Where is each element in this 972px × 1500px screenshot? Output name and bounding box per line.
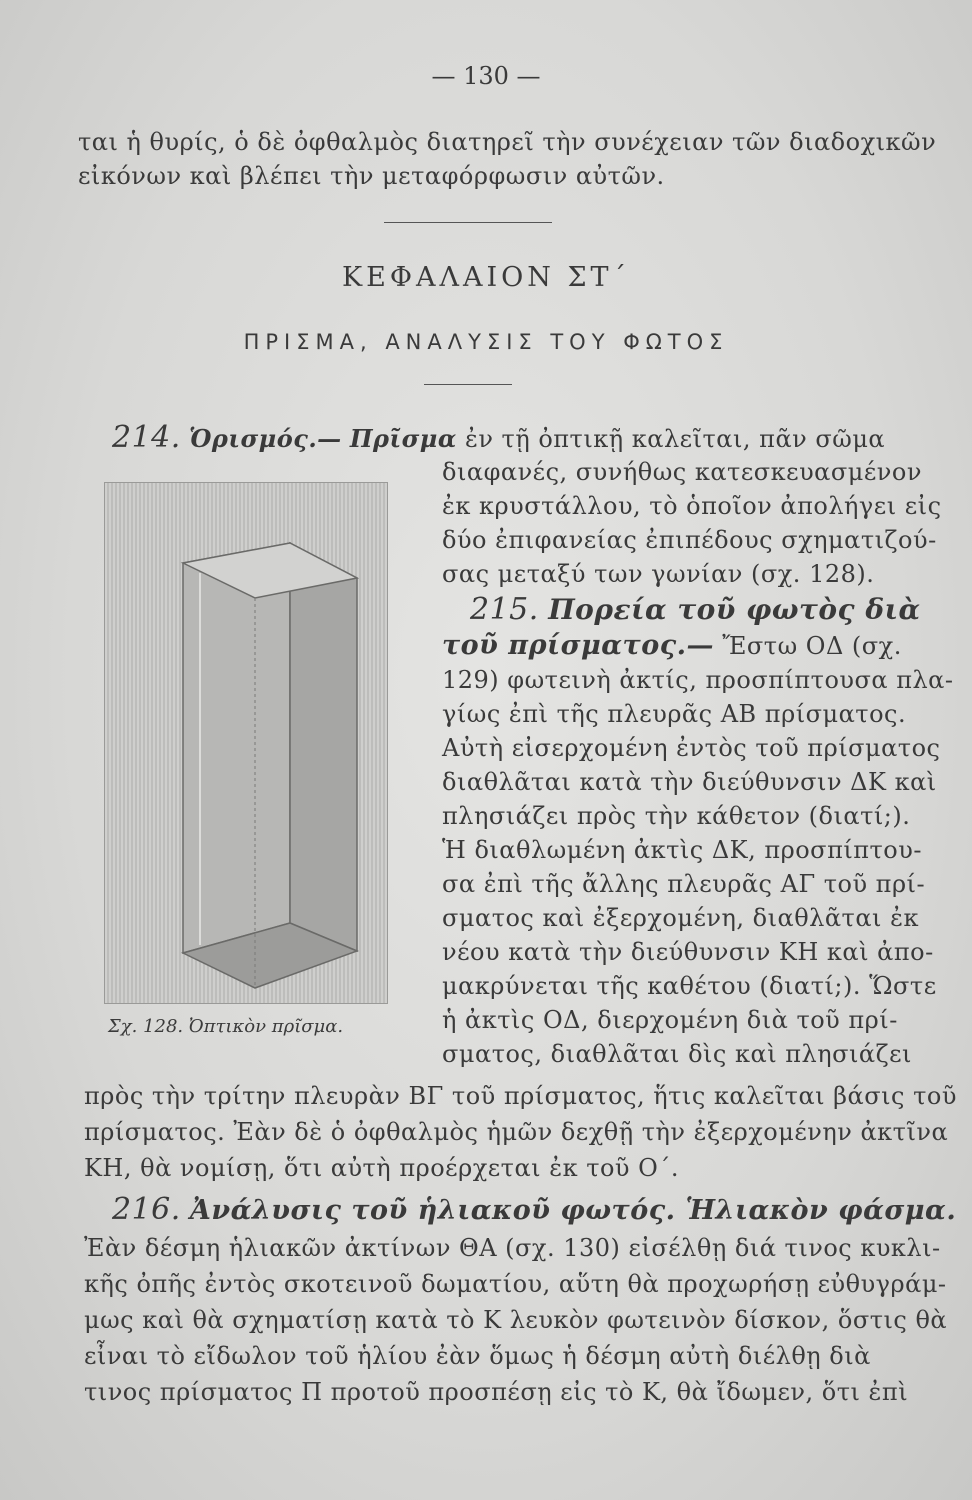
paragraph-line: δύο ἐπιφανείας ἐπιπέδους σχηματιζού- [442, 526, 937, 554]
section-heading: Πορεία τοῦ φωτὸς διὰ [548, 593, 921, 626]
paragraph-line: Ἐὰν δέσμη ἡλιακῶν ἀκτίνων ΘΑ (σχ. 130) εἰσέλθῃ διά τινος κυκλι- [84, 1234, 941, 1262]
paragraph-line: ΚΗ, θὰ νομίσῃ, ὅτι αὐτὴ προέρχεται ἐκ τοῦ Ο΄. [84, 1154, 679, 1182]
paragraph-line: Ἡ διαθλωμένη ἀκτὶς ΔΚ, προσπίπτου- [442, 836, 922, 864]
paragraph-line: πρίσματος. Ἐὰν δὲ ὁ ὀφθαλμὸς ἡμῶν δεχθῇ τὴν ἐξερχομένην ἀκτῖνα [84, 1118, 949, 1146]
section-number: 214. [112, 420, 181, 455]
paragraph-line: πλησιάζει πρὸς τὴν κάθετον (διατί;). [442, 802, 911, 830]
defined-term: Πρῖσμα [349, 424, 457, 453]
paragraph-line: σα ἐπὶ τῆς ἄλλης πλευρᾶς ΑΓ τοῦ πρί- [442, 870, 926, 898]
section-heading: Ὁρισμός.— [188, 424, 342, 453]
section-number: 216. [112, 1192, 181, 1227]
paragraph-line: ἡ ἀκτὶς ΟΔ, διερχομένη διὰ τοῦ πρί- [442, 1006, 898, 1034]
intro-line: ται ἡ θυρίς, ὁ δὲ ὀφθαλμὸς διατηρεῖ τὴν συνέχειαν τῶν διαδοχικῶν [78, 128, 937, 156]
section-heading-cont: τοῦ πρίσματος.— [442, 630, 715, 661]
title-divider [424, 384, 512, 385]
paragraph-line: γίως ἐπὶ τῆς πλευρᾶς ΑΒ πρίσματος. [442, 700, 907, 728]
paragraph-line: εἶναι τὸ εἴδωλον τοῦ ἡλίου ἐὰν ὅμως ἡ δέσμη αὐτὴ διέλθῃ διὰ [84, 1342, 871, 1370]
paragraph-line: κῆς ὀπῆς ἐντὸς σκοτεινοῦ δωματίου, αὕτη θὰ προχωρήσῃ εὐθυγράμ- [84, 1270, 947, 1298]
paragraph-line: 129) φωτεινὴ ἀκτίς, προσπίπτουσα πλα- [442, 666, 954, 694]
section-215-heading-line [470, 592, 921, 627]
section-215-second-line [442, 630, 902, 661]
section-divider [384, 222, 552, 223]
paragraph-line: διαθλᾶται κατὰ τὴν διεύθυνσιν ΔΚ καὶ [442, 768, 937, 796]
paragraph-line: ἐκ κρυστάλλου, τὸ ὁποῖον ἀπολήγει εἰς [442, 492, 942, 520]
section-heading: Ἀνάλυσις τοῦ ἡλιακοῦ φωτός. Ἡλιακὸν φάσμα. [189, 1195, 957, 1226]
paragraph-line: σματος καὶ ἐξερχομένη, διαθλᾶται ἐκ [442, 904, 919, 932]
paragraph-line: σας μεταξύ των γωνίαν (σχ. 128). [442, 560, 875, 588]
intro-line: εἰκόνων καὶ βλέπει τὴν μεταφόρφωσιν αὐτῶν. [78, 162, 665, 190]
paragraph-line: μακρύνεται τῆς καθέτου (διατί;). Ὥστε [442, 972, 937, 1000]
figure-caption: Σχ. 128. Ὀπτικὸν πρῖσμα. [108, 1016, 344, 1037]
paragraph-line: μως καὶ θὰ σχηματίσῃ κατὰ τὸ Κ λευκὸν φωτεινὸν δίσκον, ὅστις θὰ [84, 1306, 948, 1334]
paragraph-line: Αὐτὴ εἰσερχομένη ἐντὸς τοῦ πρίσματος [442, 734, 941, 762]
paragraph-text: ἐν τῇ ὀπτικῇ καλεῖται, πᾶν σῶμα [464, 425, 886, 453]
page-number: — 130 — [431, 62, 541, 90]
section-216-heading-line [112, 1192, 956, 1227]
chapter-title: ΚΕΦΑΛΑΙΟΝ ΣΤ΄ [341, 262, 631, 293]
paragraph-line: τινος πρίσματος Π προτοῦ προσπέσῃ εἰς τὸ Κ, θὰ ἴδωμεν, ὅτι ἐπὶ [84, 1378, 909, 1406]
paragraph-line: διαφανές, συνήθως κατεσκευασμένον [442, 458, 922, 486]
chapter-subtitle: ΠΡΙΣΜΑ, ΑΝΑΛΥΣΙΣ ΤΟΥ ΦΩΤΟΣ [243, 330, 729, 354]
prism-illustration [105, 483, 387, 1003]
paragraph-line: πρὸς τὴν τρίτην πλευρὰν ΒΓ τοῦ πρίσματος, ἥτις καλεῖται βάσις τοῦ [84, 1082, 957, 1110]
paragraph-line: νέου κατὰ τὴν διεύθυνσιν ΚΗ καὶ ἀπο- [442, 938, 934, 966]
paragraph-text: Ἔστω ΟΔ (σχ. [722, 632, 902, 660]
section-number: 215. [470, 592, 539, 627]
section-214-first-line [112, 420, 885, 455]
prism-figure [104, 482, 388, 1004]
paragraph-line: σματος, διαθλᾶται δὶς καὶ πλησιάζει [442, 1040, 912, 1068]
